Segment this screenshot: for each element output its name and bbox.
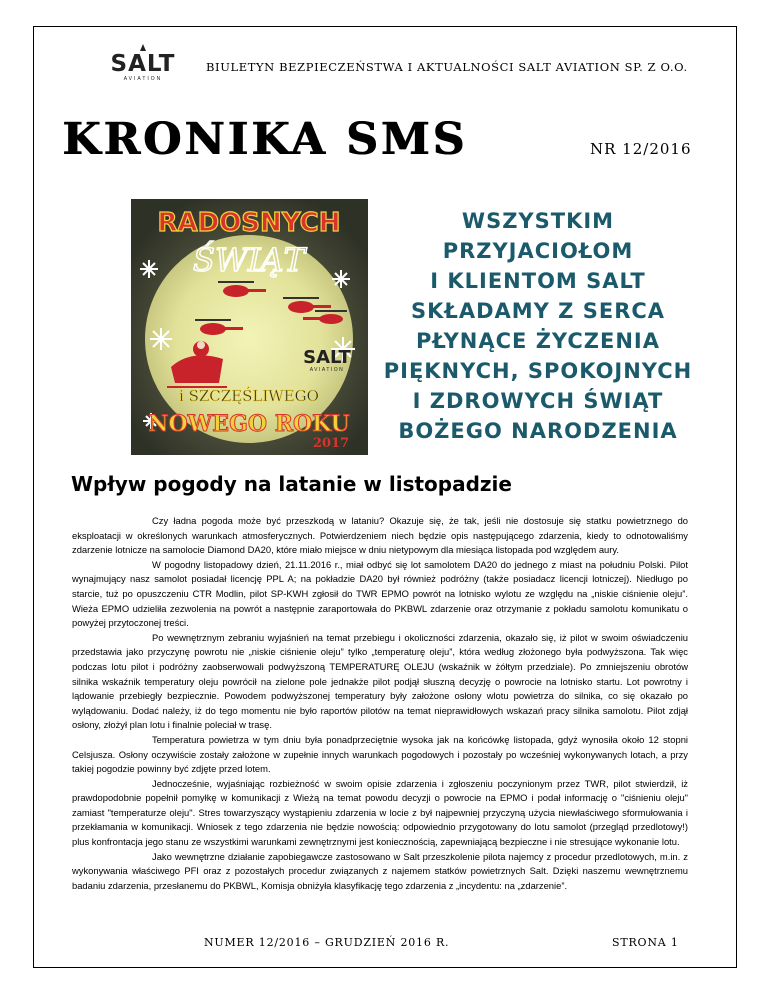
salt-aviation-logo: [110, 44, 176, 88]
wishes-line: PIĘKNYCH, SPOKOJNYCH: [383, 359, 693, 383]
snowflake-icon: [150, 328, 172, 350]
wishes-line: I ZDROWYCH ŚWIĄT: [412, 389, 664, 413]
article-paragraph: Czy ładna pogoda może być przeszkodą w lataniu? Okazuje się, że tak, jeśli nie dostosuje się statku powietrznego do eksploatacji w określonych warunkach atmosferycznych. Potwierdzeniem niech będzie opis następującego zdarzenia, kiedy to odnotowaliśmy zdarzenie lotnicze na samolocie Diamond DA20, które miało miejsce w dniu nietypowym dla miesiąca listopada pod względem aury.: [72, 515, 688, 556]
footer-page-number: STRONA 1: [612, 936, 679, 949]
article-paragraph: Po wewnętrznym zebraniu wyjaśnień na temat przebiegu i okoliczności zdarzenia, okazało się, iż pilot w swoim oświadczeniu przedstawia jako przyczynę powrotu nie „niskie ciśnienie oleju” tylko „temperaturę oleju”, która według złożonego była podwyższona. Tak więc podczas lotu pilot i podróżny zaobserwowali podwyższoną TEMPERATURĘ OLEJU (wskaźnik w żółtym przedziale). Po zmniejszeniu obrotów silnika wskaźnik temperatury oleju powrócił na zielone pole jednakże pilot podjął słuszną decyzję o powrocie na lotnisko startu. Lot powrotny i lądowanie przebiegły bezpiecznie. Powodem podwyższonej temperatury były założone osłony wlotu powietrza do silnika, co się okazało po wylądowaniu. Dodać należy, iż do tego momentu nie było raportów pilotów na temat nieprawidłowych wskazań pracy silnika samolotu. Pilot zdjął osłony, złożył plan lotu i finalnie poleciał w trasę.: [72, 631, 688, 731]
wishes-line: PŁYNĄCE ŻYCZENIA: [415, 329, 661, 353]
logo-triangle-icon: [140, 44, 146, 51]
christmas-card-image: [131, 199, 368, 455]
wishes-line: PRZYJACIOŁOM: [442, 239, 634, 263]
newsletter-title: KRONIKA SMS: [62, 114, 468, 165]
holiday-wishes: [368, 206, 708, 446]
wishes-line: WSZYSTKIM: [461, 209, 615, 233]
wishes-line: BOŻEGO NARODZENIA: [398, 419, 678, 443]
card-title-line3: i SZCZĘŚLIWEGO: [179, 387, 319, 405]
bulletin-subtitle: BIULETYN BEZPIECZEŃSTWA I AKTUALNOŚCI SALT AVIATION SP. Z O.O.: [206, 60, 688, 74]
article-body: [72, 514, 688, 893]
article-paragraph: Temperatura powietrza w tym dniu była ponadprzeciętnie wysoka jak na końcówkę listopada, gdyż wynosiła około 12 stopni Celsjusza. Osłony oczywiście zostały założone w zupełnie innych warunkach pogodowych i pozostały po wcześniej wykonywanych lotach, a przy takiej pogodzie powinny być zdjęte przed lotem.: [72, 733, 688, 775]
card-logo: SALT: [303, 347, 351, 368]
logo-word: SALT: [110, 51, 176, 77]
article-paragraph: Jednocześnie, wyjaśniając rozbieżność w swoim opisie zdarzenia i zgłoszeniu poczynionym przez TWR, pilot stwierdził, iż prawdopodobnie popełnił pomyłkę w komunikacji z Wieżą na temat powodu decyzji o powrocie na EPMO i podał informację o "ciśnieniu oleju" zamiast "temperaturze oleju". Stres towarzyszący wystąpieniu zdarzenia w locie z był najpewniej przyczyną użycia niewłaściwego sformułowania i przekłamania w komunikacji. Wniosek z tego zdarzenia nie będzie nowością: odpowiednio przygotowany do lotu samolot (przegląd przedlotowy!) plus konfrontacja jego stanu ze wszystkimi warunkami zewnętrznymi jest koniecznością, zapewniającą bezpieczne i nie stresujące wykonanie lotu.: [72, 777, 688, 848]
wishes-line: I KLIENTOM SALT: [430, 269, 646, 293]
card-year: 2017: [312, 436, 350, 451]
card-title-line1: RADOSNYCH: [157, 208, 341, 238]
logo-subtitle: AVIATION: [123, 76, 163, 82]
card-title-line4: NOWEGO ROKU: [148, 411, 350, 437]
christmas-card-illustration: [131, 199, 368, 455]
article-paragraph: W pogodny listopadowy dzień, 21.11.2016 r., miał odbyć się lot samolotem DA20 do jednego z miast na południu Polski. Pilot wynajmujący nasz samolot posiadał licencję PPL A; na pokładzie DA20 był również podróżny (także posiadacz licencji lotniczej). Niedługo po starcie, tuż po opuszczeniu CTR Modlin, pilot SP-KWH zgłosił do TWR EPMO powrót na lotnisko wylotu ze względu na „niskie ciśnienie oleju”. Wieża EPMO udzieliła zezwolenia na powrót a następnie zaraportowała do PKBWL zdarzenie oraz otrzymanie z pokładu samolotu komunikatu o powyżej przytoczonej treści.: [72, 558, 688, 629]
footer-issue-date: NUMER 12/2016 – GRUDZIEŃ 2016 R.: [204, 936, 450, 949]
article-heading: Wpływ pogody na latanie w listopadzie: [71, 472, 512, 496]
issue-number: NR 12/2016: [590, 140, 692, 158]
card-title-line2: ŚWIĄT: [193, 241, 305, 279]
article-paragraph: Jako wewnętrzne działanie zapobiegawcze zastosowano w Salt przeszkolenie pilota najemcy z procedur przedlotowych, m.in. z wykonywania właściwego PFI oraz z pozostałych procedur związanych z najemem statków powietrznych Salt. Dzięki naszemu wewnętrznemu badaniu zdarzenia, przesłanemu do PKBWL, Komisja obniżyła klasyfikację tego zdarzenia z „incydentu: na „zdarzenie”.: [72, 850, 688, 891]
wishes-line: SKŁADAMY Z SERCA: [410, 299, 666, 323]
card-logo-sub: AVIATION: [309, 367, 345, 373]
